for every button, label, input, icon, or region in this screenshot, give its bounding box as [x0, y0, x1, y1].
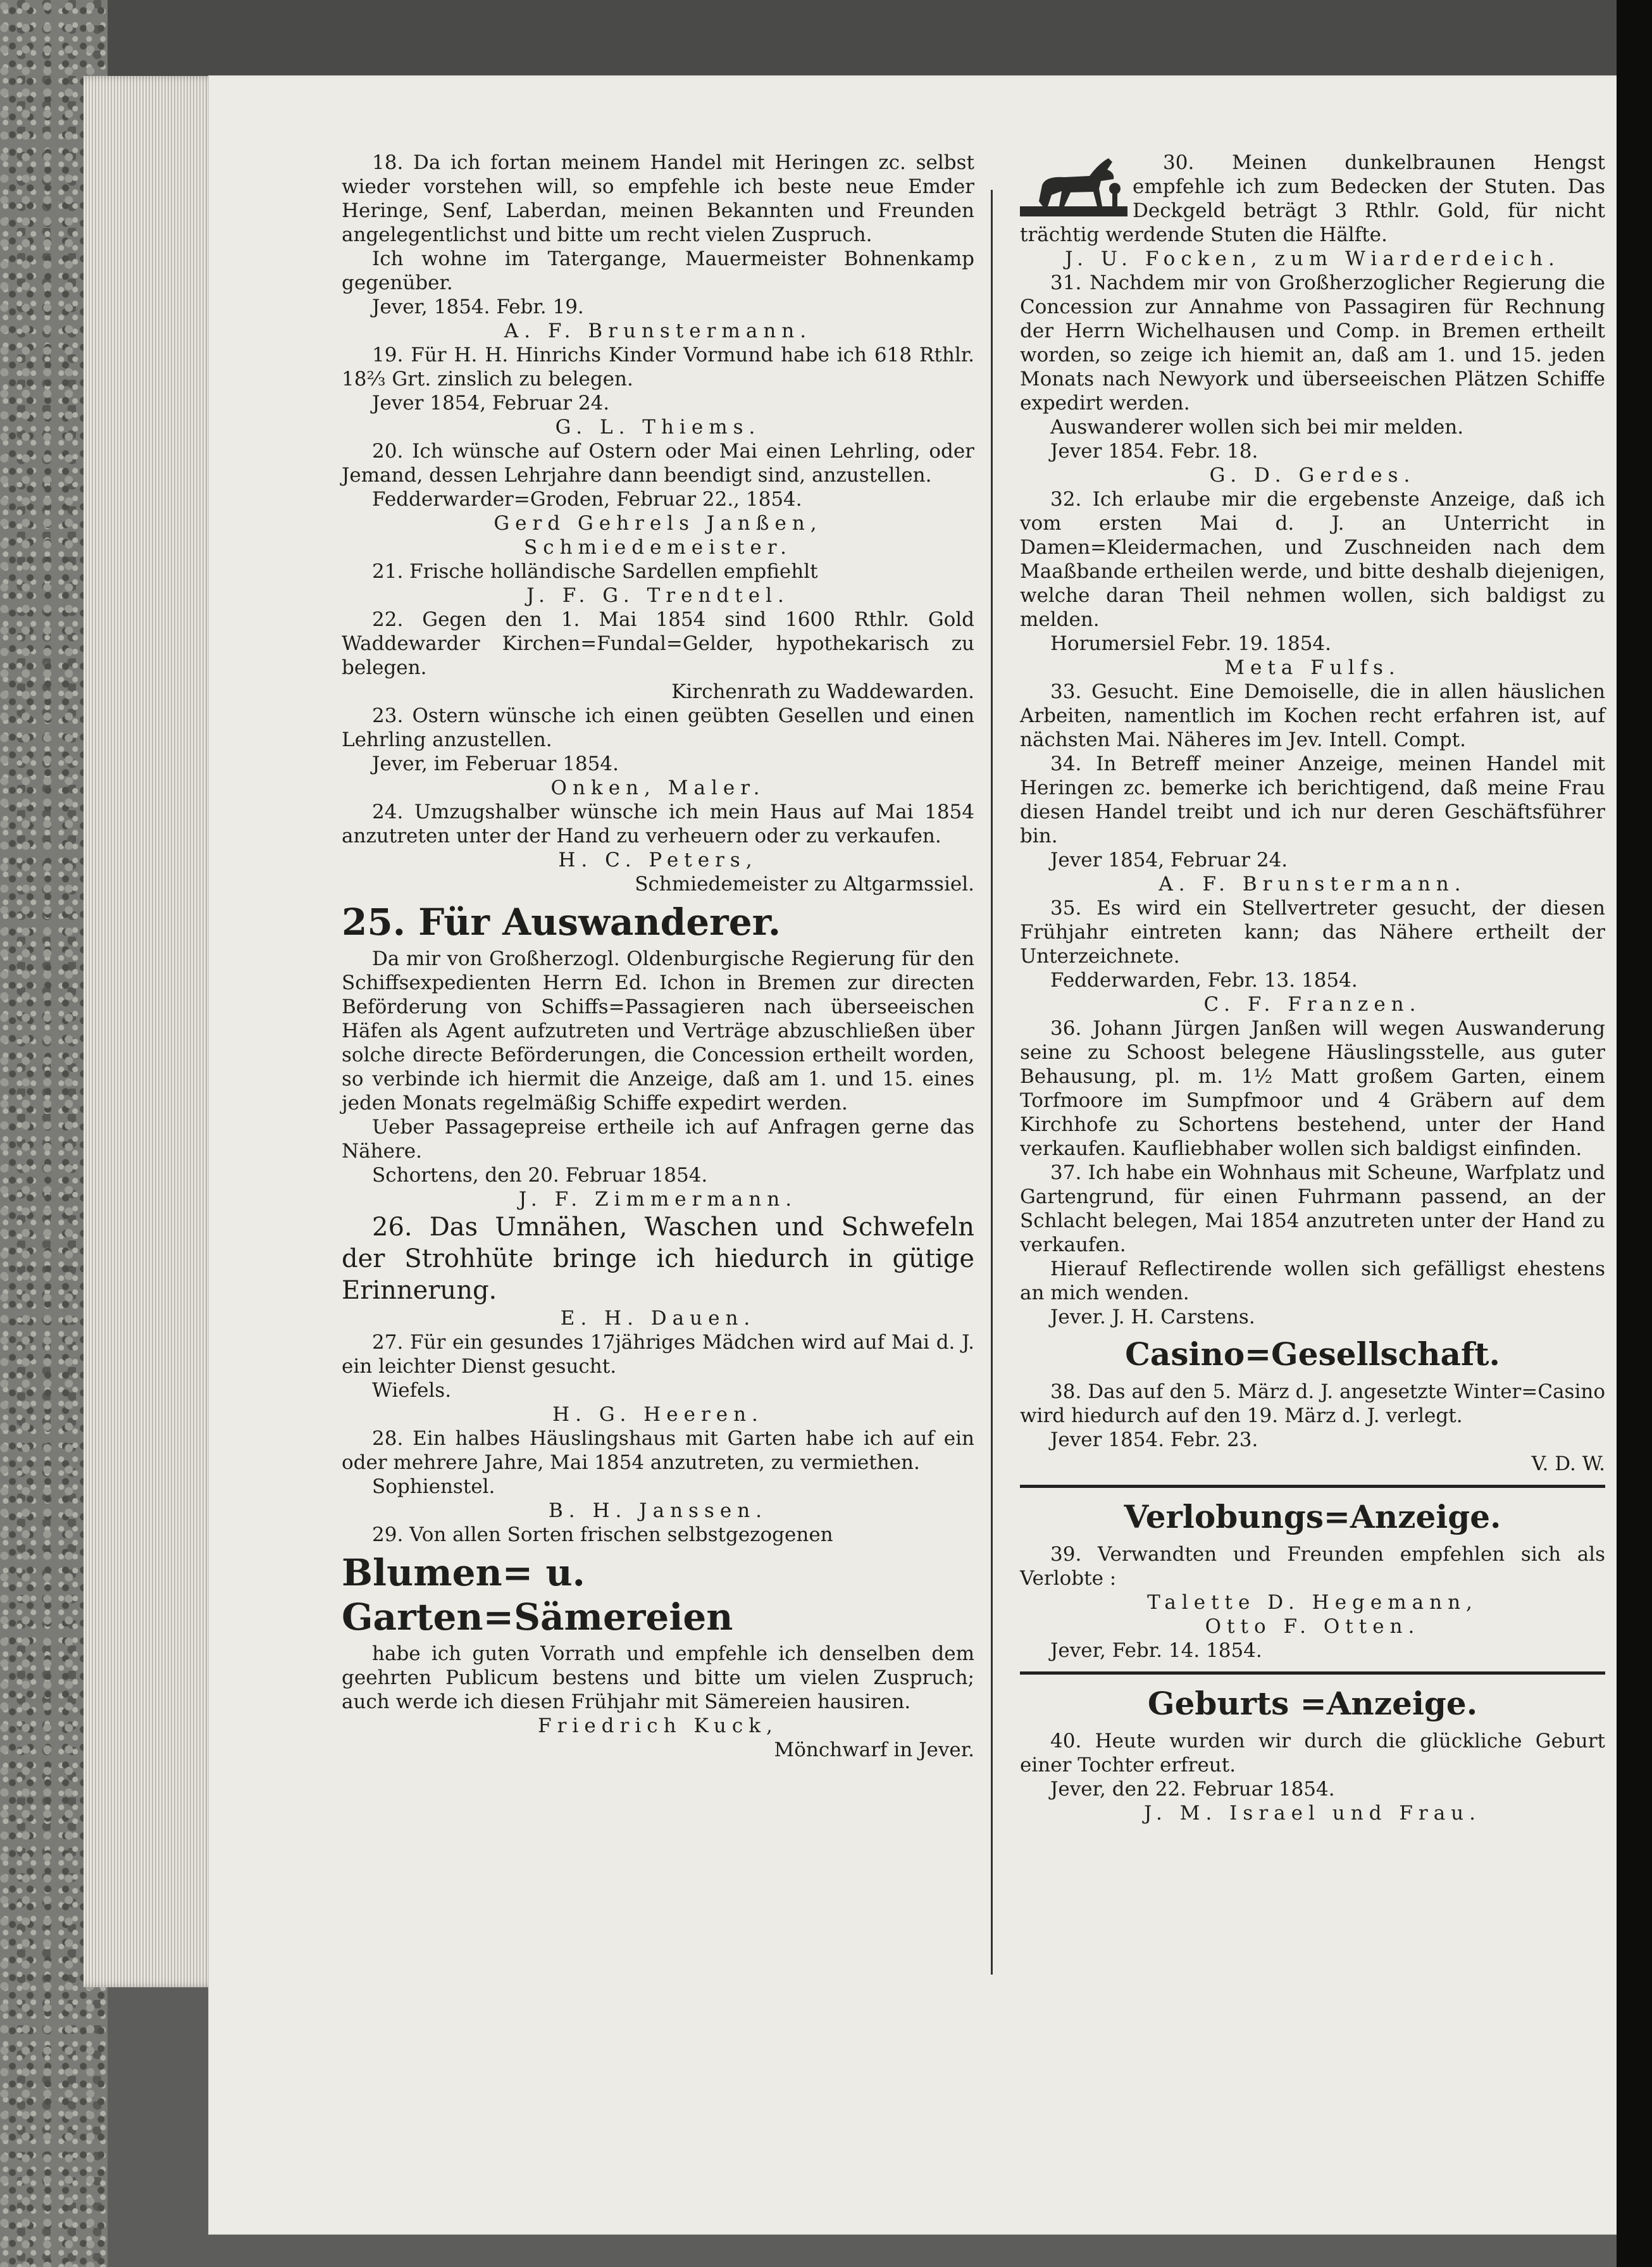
signature: H. G. Heeren.: [552, 1403, 764, 1426]
section-rule: [1020, 1485, 1605, 1488]
signature: Onken, Maler.: [550, 777, 766, 799]
notice-text: 38. Das auf den 5. März d. J. angesetzte Winter=Casino wird hiedurch auf den 19. März d. J. verlegt.: [1020, 1380, 1605, 1427]
signature: V. D. W.: [1531, 1452, 1605, 1475]
notice-text: Jever, den 22. Februar 1854.: [1050, 1778, 1335, 1801]
notice-text: 31. Nachdem mir von Großherzoglicher Regierung die Concession zur Annahme von Passagiren für Rechnung der Herrn Wichelhausen und Comp. in Bremen ertheilt worden, so zeige ich hiemit an, daß am 1. und 15. jeden Monats nach Newyork und überseeischen Plätzen Schiffe expedirt werden.: [1020, 272, 1605, 415]
notice-text: 29. Von allen Sorten frischen selbstgezogenen: [372, 1523, 833, 1546]
signature: Kirchenrath zu Waddewarden.: [671, 680, 974, 703]
notice-text: 39. Verwandten und Freunden empfehlen sich als Verlobte :: [1020, 1543, 1605, 1590]
signature: Gerd Gehrels Janßen,: [494, 512, 823, 535]
notice-text: 30. Meinen dunkelbraunen Hengst empfehle ich zum Bedecken der Stuten. Das Deckgeld beträgt 3 Rthlr. Gold, für nicht trächtig werdende Stuten die Hälfte.: [1020, 151, 1605, 246]
notice-text: 23. Ostern wünsche ich einen geübten Gesellen und einen Lehrling anzustellen.: [342, 704, 974, 751]
notice-heading: Blumen= u. Garten=Sämereien: [342, 1551, 733, 1639]
signature: E. H. Dauen.: [560, 1307, 756, 1330]
notice-text: Jever 1854, Februar 24.: [1050, 849, 1288, 871]
notice-text: Fedderwarder=Groden, Februar 22., 1854.: [372, 488, 802, 511]
section-heading: Verlobungs=Anzeige.: [1124, 1498, 1501, 1535]
notice-text: Horumersiel Febr. 19. 1854.: [1050, 632, 1332, 655]
notice-text: Jever, Febr. 14. 1854.: [1050, 1639, 1262, 1662]
notice-text: 22. Gegen den 1. Mai 1854 sind 1600 Rthlr. Gold Waddewarder Kirchen=Fundal=Gelder, hypothekarisch zu belegen.: [342, 608, 974, 679]
notice-text: Hierauf Reflectirende wollen sich gefälligst ehestens an mich wenden.: [1020, 1258, 1605, 1304]
right-black-edge: [1617, 0, 1652, 2267]
notice-text: 18. Da ich fortan meinem Handel mit Heringen zc. selbst wieder vorstehen will, so empfehle ich beste neue Emder Heringe, Senf, Laberdan, meinen Bekannten und Freunden angelegentlichst und bitte um recht vielen Zuspruch.: [342, 151, 974, 246]
notice-text: 34. In Betreff meiner Anzeige, meinen Handel mit Heringen zc. bemerke ich berichtigend, daß meine Frau diesen Handel treibt und ich nur deren Geschäftsführer bin.: [1020, 753, 1605, 847]
signature: C. F. Franzen.: [1203, 993, 1422, 1016]
notice-text: 33. Gesucht. Eine Demoiselle, die in allen häuslichen Arbeiten, namentlich im Kochen recht erfahren ist, auf nächsten Mai. Näheres im Jev. Intell. Compt.: [1020, 680, 1605, 751]
notice-text: Schortens, den 20. Februar 1854.: [372, 1164, 708, 1187]
signature: A. F. Brunstermann.: [1158, 873, 1467, 896]
notice-text: Jever 1854. Febr. 23.: [1050, 1428, 1258, 1451]
notice-text: 26. Das Umnähen, Waschen und Schwefeln der Strohhüte bringe ich hiedurch in gütige Erinnerung.: [342, 1213, 974, 1305]
signature: A. F. Brunstermann.: [504, 320, 812, 342]
column-divider: [991, 190, 993, 1975]
right-column: [1020, 151, 1605, 1825]
notice-text: Ueber Passagepreise ertheile ich auf Anfragen gerne das Nähere.: [342, 1116, 974, 1163]
top-background: [0, 0, 1620, 76]
notice-text: Jever, im Feberuar 1854.: [372, 753, 619, 775]
signature: J. U. Focken, zum Wiarderdeich.: [1065, 247, 1560, 270]
signature: J. F. Zimmermann.: [518, 1188, 798, 1211]
notice-text: Ich wohne im Tatergange, Mauermeister Bohnenkamp gegenüber.: [342, 247, 974, 294]
notice-text: 32. Ich erlaube mir die ergebenste Anzeige, daß ich vom ersten Mai d. J. an Unterricht in Damen=Kleidermachen, und Zuschneiden nach dem Maaßbande ertheilen werde, und bitte deshalb diejenigen, welche daran Theil nehmen wollen, sich baldigst zu melden.: [1020, 488, 1605, 631]
notice-text: 19. Für H. H. Hinrichs Kinder Vormund habe ich 618 Rthlr. 18⅔ Grt. zinslich zu belegen.: [342, 344, 974, 390]
notice-text: 37. Ich habe ein Wohnhaus mit Scheune, Warfplatz und Gartengrund, für einen Fuhrmann passend, an der Schlacht belegen, Mai 1854 anzutreten unter der Hand zu verkaufen.: [1020, 1161, 1605, 1256]
notice-text: Jever 1854, Februar 24.: [372, 392, 610, 415]
notice-text: 20. Ich wünsche auf Ostern oder Mai einen Lehrling, oder Jemand, dessen Lehrjahre dann beendigt sind, anzustellen.: [342, 440, 974, 487]
signature: B. H. Janssen.: [548, 1499, 768, 1522]
notice-text: 36. Johann Jürgen Janßen will wegen Auswanderung seine zu Schoost belegene Häuslingsstelle, aus guter Behausung, pl. m. 1½ Matt großem Garten, einem Torfmoore im Sumpfmoor und 4 Gräbern auf dem Kirchhofe zu Schortens bestehend, unter der Hand verkaufen. Kaufliebhaber wollen sich baldigst einfinden.: [1020, 1017, 1605, 1160]
notice-text: 24. Umzugshalber wünsche ich mein Haus auf Mai 1854 anzutreten unter der Hand zu verheuern oder zu verkaufen.: [342, 801, 974, 847]
notice-text: Auswanderer wollen sich bei mir melden.: [1050, 416, 1464, 439]
notice-heading: 25. Für Auswanderer.: [342, 901, 781, 944]
signature: H. C. Peters,: [558, 849, 758, 871]
notice-text: Sophienstel.: [372, 1475, 495, 1498]
horse-icon: [1020, 151, 1127, 220]
signature: J. M. Israel und Frau.: [1143, 1802, 1481, 1825]
notice-text: 28. Ein halbes Häuslingshaus mit Garten habe ich auf ein oder mehrere Jahre, Mai 1854 anzutreten, zu vermiethen.: [342, 1427, 974, 1474]
page-edges: [84, 76, 216, 1987]
notice-text: 40. Heute wurden wir durch die glückliche Geburt einer Tochter erfreut.: [1020, 1730, 1605, 1777]
notice-text: Jever 1854. Febr. 18.: [1050, 440, 1258, 463]
notice-text: Jever, 1854. Febr. 19.: [372, 296, 584, 318]
signature: Meta Fulfs.: [1224, 656, 1401, 679]
signature: G. L. Thiems.: [555, 416, 761, 439]
notice-text: Jever. J. H. Carstens.: [1050, 1306, 1255, 1328]
signature: Talette D. Hegemann,: [1147, 1591, 1478, 1614]
section-heading: Geburts =Anzeige.: [1147, 1685, 1478, 1722]
left-column: [342, 151, 974, 1762]
signature: G. D. Gerdes.: [1209, 464, 1416, 487]
signature: Schmiedemeister.: [523, 536, 793, 559]
signature: Friedrich Kuck,: [538, 1714, 778, 1737]
section-rule: [1020, 1671, 1605, 1675]
signature: Mönchwarf in Jever.: [774, 1739, 974, 1761]
notice-text: Da mir von Großherzogl. Oldenburgische Regierung für den Schiffsexpedienten Herrn Ed. Ichon in Bremen zur directen Beförderung von Schiffs=Passagieren nach überseeischen Häfen als Agent aufzutreten und Verträge abzuschließen über solche directe Beförderungen, die Concession ertheilt worden, so verbinde ich hiermit die Anzeige, daß am 1. und 15. eines jeden Monats regelmäßig Schiffe expedirt werden.: [342, 947, 974, 1115]
notice-text: Wiefels.: [372, 1379, 452, 1402]
signature: J. F. G. Trendtel.: [526, 584, 790, 607]
notice-text: 21. Frische holländische Sardellen empfiehlt: [372, 560, 818, 583]
notice-text: habe ich guten Vorrath und empfehle ich denselben dem geehrten Publicum bestens und bitte um vielen Zuspruch; auch werde ich diesen Frühjahr mit Sämereien hausiren.: [342, 1642, 974, 1713]
section-heading: Casino=Gesellschaft.: [1125, 1335, 1500, 1373]
notice-text: 27. Für ein gesundes 17jähriges Mädchen wird auf Mai d. J. ein leichter Dienst gesucht.: [342, 1331, 974, 1378]
signature: Otto F. Otten.: [1205, 1615, 1420, 1638]
notice-text: 35. Es wird ein Stellvertreter gesucht, der diesen Frühjahr eintreten kann; das Nähere ertheilt der Unterzeichnete.: [1020, 897, 1605, 968]
signature: Schmiedemeister zu Altgarmssiel.: [635, 873, 974, 896]
notice-text: Fedderwarden, Febr. 13. 1854.: [1050, 969, 1358, 992]
